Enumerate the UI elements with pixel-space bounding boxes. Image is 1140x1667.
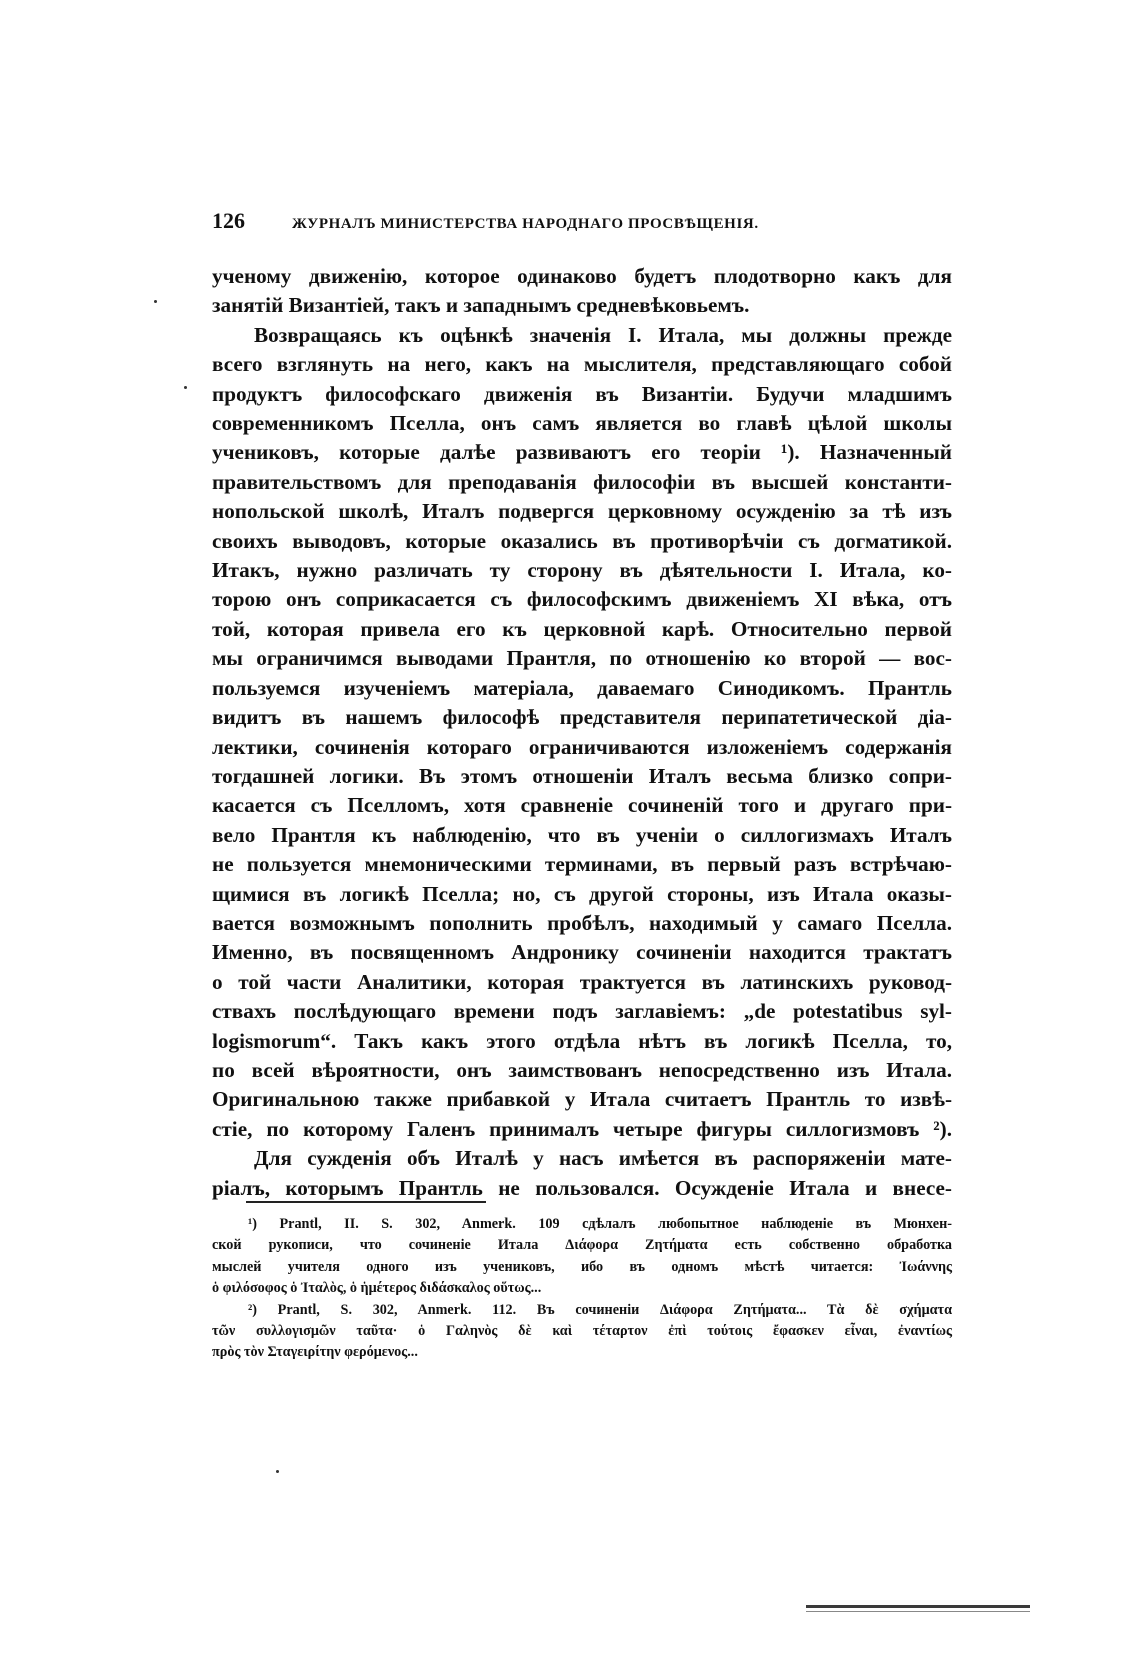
footnote-line: ²) Prantl, S. 302, Anmerk. 112. Въ сочиненіи Διάφορα Ζητήματα... Τὰ δὲ σχήματα xyxy=(248,1301,952,1318)
text-line: не пользуется мнемоническими терминами, въ первый разъ встрѣчаю- xyxy=(212,852,952,877)
text-line: лектики, сочиненія котораго ограничиваются изложеніемъ содержанія xyxy=(212,734,952,759)
scan-speck xyxy=(276,1470,279,1473)
text-line: щимися въ логикѣ Пселла; но, съ другой стороны, изъ Итала оказы- xyxy=(212,881,952,906)
text-line: Оригинальною также прибавкой у Итала считаетъ Прантль то извѣ- xyxy=(212,1087,952,1112)
text-line: стіе, по которому Галенъ принималъ четыре фигуры силлогизмовъ ²). xyxy=(212,1116,952,1141)
text-line: вается возможнымъ пополнить пробѣлъ, находимый у самаго Пселла. xyxy=(212,910,952,935)
text-line: пользуемся изученіемъ матеріала, даваемаго Синодикомъ. Прантль xyxy=(212,675,952,700)
scan-speck xyxy=(184,386,187,389)
text-line: мы ограничимся выводами Прантля, по отношенію ко второй — вос- xyxy=(212,646,952,671)
text-line: продуктъ философскаго движенія въ Византіи. Будучи младшимъ xyxy=(212,381,952,406)
footnotes xyxy=(212,1214,952,1364)
text-line: тогдашней логики. Въ этомъ отношеніи Италъ весьма близко сопри- xyxy=(212,763,952,788)
text-line: всего взглянуть на него, какъ на мыслителя, представляющаго собой xyxy=(212,352,952,377)
footnote-divider xyxy=(246,1201,486,1203)
text-line: учениковъ, которые далѣе развиваютъ его теоріи ¹). Назначенный xyxy=(212,440,952,465)
running-title: ЖУРНАЛЪ МИНИСТЕРСТВА НАРОДНАГО ПРОСВѢЩЕНІЯ. xyxy=(292,216,759,232)
page-header xyxy=(212,208,952,236)
text-line: торою онъ соприкасается съ философскимъ движеніемъ XI вѣка, отъ xyxy=(212,587,952,612)
scan-streak xyxy=(806,1605,1030,1608)
text-line: своихъ выводовъ, которые оказались въ противорѣчіи съ догматикой. xyxy=(212,528,952,553)
text-line: ствахъ послѣдующаго времени подъ заглавіемъ: „de potestatibus syl- xyxy=(212,999,952,1024)
text-line: правительствомъ для преподаванія философіи въ высшей константи- xyxy=(212,469,952,494)
text-line: по всей вѣроятности, онъ заимствованъ непосредственно изъ Итала. xyxy=(212,1057,952,1082)
text-line: Возвращаясь къ оцѣнкѣ значенія І. Итала, мы должны прежде xyxy=(254,322,952,347)
text-line: современникомъ Пселла, онъ самъ является во главѣ цѣлой школы xyxy=(212,411,952,436)
footnote-line: мыслей учителя одного изъ учениковъ, ибо въ одномъ мѣстѣ читается: Ἰωάννης xyxy=(212,1258,952,1275)
main-text xyxy=(212,262,952,1203)
footnote-line: ¹) Prantl, II. S. 302, Anmerk. 109 сдѣлалъ любопытное наблюденіе въ Мюнхен- xyxy=(248,1216,952,1232)
text-line: Именно, въ посвященномъ Андронику сочиненіи находится трактатъ xyxy=(212,940,952,965)
text-line: касается съ Пселломъ, хотя сравненіе сочиненій того и другаго при- xyxy=(212,793,952,818)
text-line: Для сужденія объ Италѣ у насъ имѣется въ распоряженіи мате- xyxy=(254,1146,952,1171)
text-line: ріалъ, которымъ Прантль не пользовался. Осужденіе Итала и внесе- xyxy=(212,1175,952,1200)
text-line: видитъ въ нашемъ философѣ представителя перипатетической діа- xyxy=(212,705,952,730)
footnote-line: τῶν συλλογισμῶν ταῦτα· ὁ Γαληνὸς δὲ καὶ τέταρτον ἐπὶ τούτοις ἔφασκεν εἶναι, ἐναντίως xyxy=(212,1323,952,1340)
scan-streak xyxy=(806,1611,1030,1612)
footnote-line: ὁ φιλόσοφος ὁ Ἰταλὸς, ὁ ἡμέτερος διδάσκαλος οὕτως... xyxy=(212,1280,542,1297)
text-line: нопольской школѣ, Италъ подвергся церковному осужденію за тѣ изъ xyxy=(212,499,952,524)
text-line: той, которая привела его къ церковной карѣ. Относительно первой xyxy=(212,616,952,641)
text-line: Итакъ, нужно различать ту сторону въ дѣятельности І. Итала, ко- xyxy=(212,558,952,583)
text-line: logismorum“. Такъ какъ этого отдѣла нѣтъ въ логикѣ Пселла, то, xyxy=(212,1028,952,1053)
text-line: о той части Аналитики, которая трактуется въ латинскихъ руковод- xyxy=(212,969,952,994)
footnote-line: ской рукописи, что сочиненіе Итала Διάφορα Ζητήματα есть собственно обработка xyxy=(212,1237,952,1254)
scan-speck xyxy=(154,300,157,303)
text-line: занятій Византіей, такъ и западнымъ средневѣковьемъ. xyxy=(212,293,750,318)
text-line: вело Прантля къ наблюденію, что въ ученіи о силлогизмахъ Италъ xyxy=(212,822,952,847)
footnote-line: πρὸς τὸν Σταγειρίτην φερόμενος... xyxy=(212,1344,418,1361)
page-number: 126 xyxy=(212,208,245,233)
text-line: ученому движенію, которое одинаково будетъ плодотворно какъ для xyxy=(212,264,952,288)
